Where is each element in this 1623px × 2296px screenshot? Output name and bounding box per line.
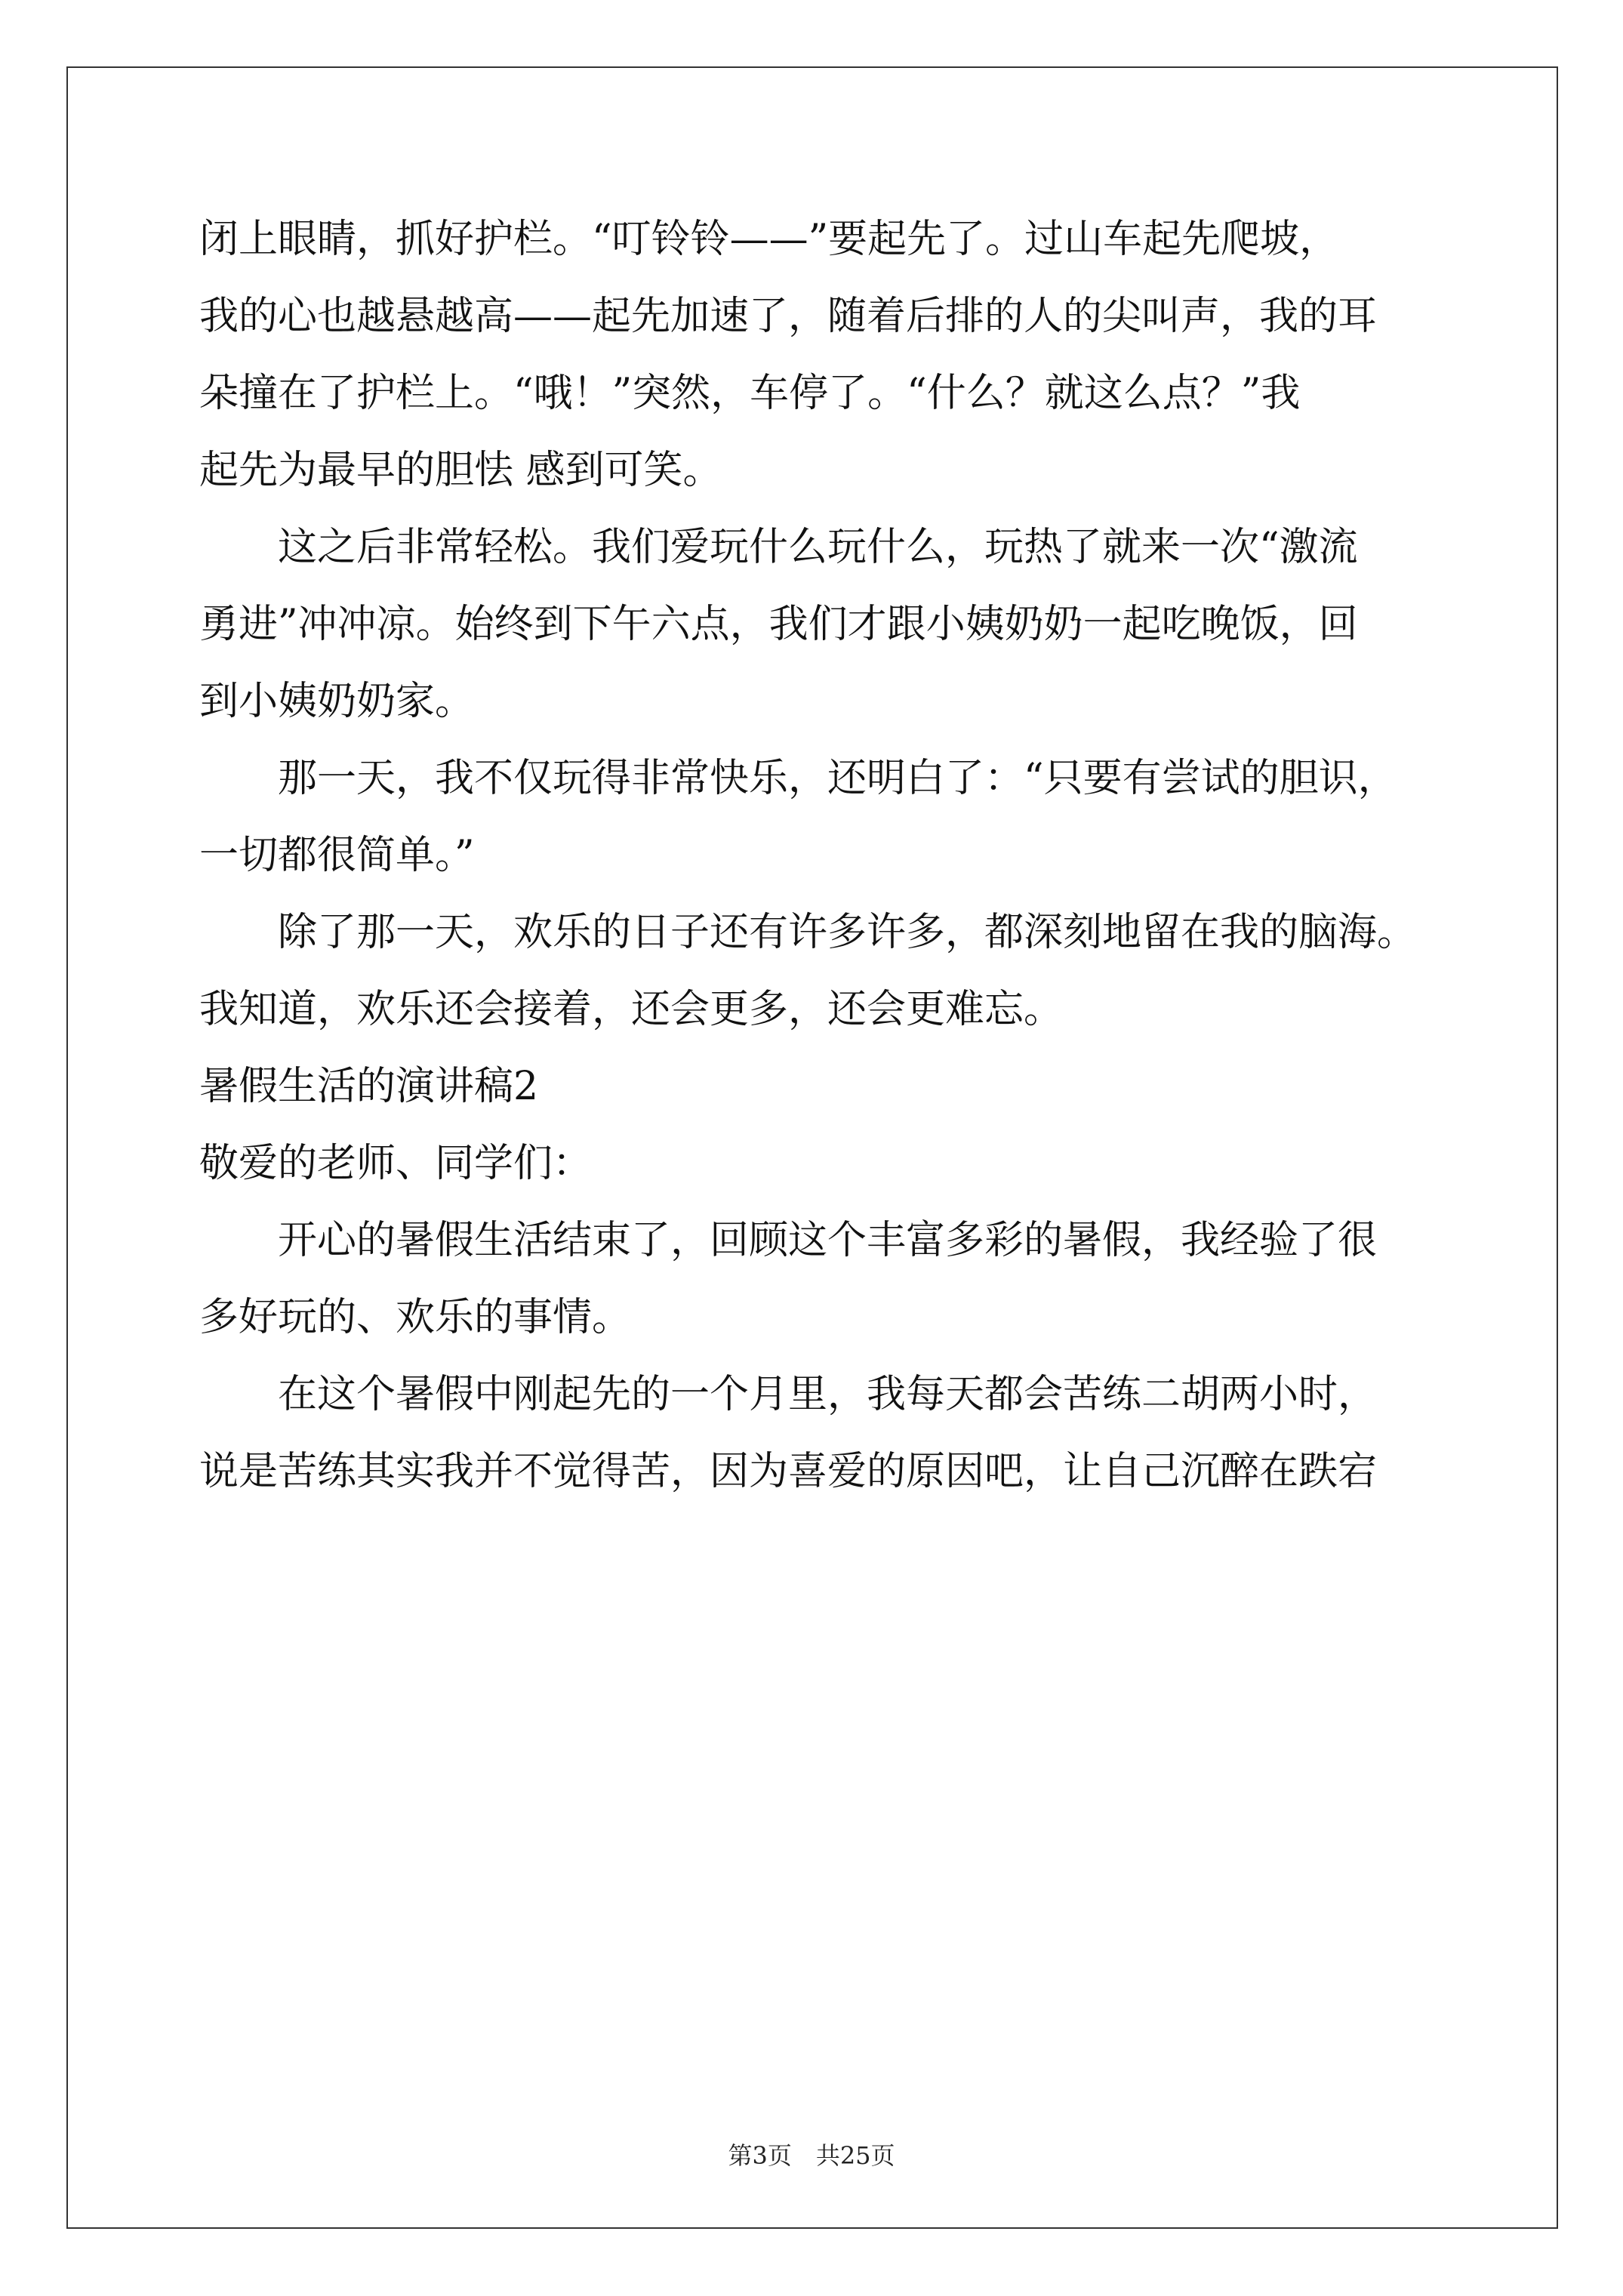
text-line-10: 除了那一天，欢乐的日子还有许多许多，都深刻地留在我的脑海。 xyxy=(199,910,1417,955)
text-line-7: 到小姨奶奶家。 xyxy=(199,679,475,724)
text-line-1: 闭上眼睛，抓好护栏。“叮铃铃——”要起先了。过山车起先爬坡， xyxy=(199,217,1339,262)
text-line-14: 开心的暑假生活结束了，回顾这个丰富多彩的暑假，我经验了很 xyxy=(199,1218,1378,1263)
text-line-8: 那一天，我不仅玩得非常快乐，还明白了：“只要有尝试的胆识， xyxy=(199,756,1397,801)
text-line-15: 多好玩的、欢乐的事情。 xyxy=(199,1295,632,1340)
text-line-9: 一切都很简单。” xyxy=(199,833,475,878)
text-line-16: 在这个暑假中刚起先的一个月里，我每天都会苦练二胡两小时， xyxy=(199,1372,1378,1417)
section-heading: 暑假生活的演讲稿2 xyxy=(199,1064,539,1109)
text-line-5: 这之后非常轻松。我们爱玩什么玩什么，玩热了就来一次“激流 xyxy=(199,525,1358,570)
page-number-footer: 第3页 共25页 xyxy=(728,2141,895,2170)
text-line-4: 起先为最早的胆怯 感到可笑。 xyxy=(199,448,722,493)
salutation: 敬爱的老师、同学们： xyxy=(199,1141,593,1186)
text-line-6: 勇进”冲冲凉。始终到下午六点，我们才跟小姨奶奶一起吃晚饭，回 xyxy=(199,602,1358,647)
text-line-3: 朵撞在了护栏上。“哦！”突然，车停了。“什么？就这么点？”我 xyxy=(199,371,1301,416)
text-line-11: 我知道，欢乐还会接着，还会更多，还会更难忘。 xyxy=(199,987,1064,1032)
text-line-2: 我的心也越悬越高——起先加速了，随着后排的人的尖叫声，我的耳 xyxy=(199,294,1378,339)
text-line-17: 说是苦练其实我并不觉得苦，因为喜爱的原因吧，让自己沉醉在跌宕 xyxy=(199,1449,1378,1494)
